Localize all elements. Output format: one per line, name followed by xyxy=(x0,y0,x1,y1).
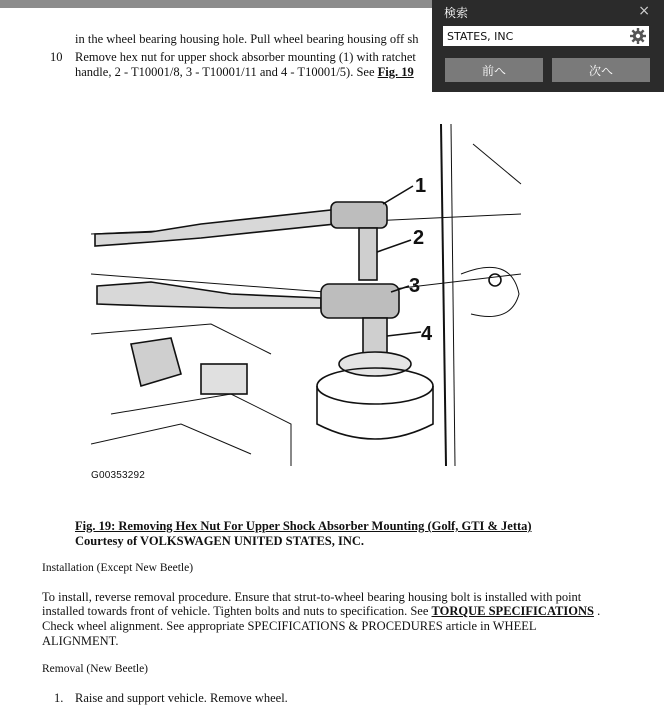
callout-3: 3 xyxy=(409,275,421,297)
callout-1: 1 xyxy=(415,175,427,197)
figure-caption-title: Fig. 19: Removing Hex Nut For Upper Shock Absorber Mounting (Golf, GTI & Jetta) xyxy=(75,519,532,533)
shock-absorber-figure xyxy=(91,124,523,466)
gear-icon[interactable] xyxy=(629,27,647,45)
step10-line2-text: handle, 2 - T10001/8, 3 - T10001/11 and 4 - T10001/5). See xyxy=(75,65,378,79)
find-previous-button[interactable]: 前へ xyxy=(445,58,543,82)
torque-specifications-link[interactable]: TORQUE SPECIFICATIONS xyxy=(431,604,594,618)
step9-continuation: in the wheel bearing housing hole. Pull wheel bearing housing off sh xyxy=(75,32,419,46)
close-icon[interactable]: × xyxy=(638,3,650,19)
callout-4: 4 xyxy=(421,323,433,345)
install-line3: Check wheel alignment. See appropriate SPECIFICATIONS & PROCEDURES article in WHEEL xyxy=(42,619,537,633)
install-line4: ALIGNMENT. xyxy=(42,634,119,648)
find-panel-title: 検索 xyxy=(444,6,469,20)
install-line2-text: installed towards front of vehicle. Tighten bolts and nuts to specification. See xyxy=(42,604,432,618)
figure-id: G00353292 xyxy=(91,470,146,481)
figure-drawing xyxy=(91,124,521,466)
find-next-button[interactable]: 次へ xyxy=(552,58,650,82)
removal-step1-number: 1. xyxy=(54,691,64,705)
callout-2: 2 xyxy=(413,227,425,249)
install-line2-end: . xyxy=(593,604,601,618)
removal-step1: Raise and support vehicle. Remove wheel. xyxy=(75,691,288,705)
install-line2 xyxy=(42,604,600,619)
installation-heading: Installation (Except New Beetle) xyxy=(42,562,194,574)
step10-number: 10 xyxy=(50,50,63,64)
find-panel xyxy=(432,0,664,92)
install-line1: To install, reverse removal procedure. Ensure that strut-to-wheel bearing housing bolt is installed with point xyxy=(42,590,582,604)
fig19-link[interactable]: Fig. 19 xyxy=(377,65,414,79)
figure-caption-credit: Courtesy of VOLKSWAGEN UNITED STATES, INC. xyxy=(75,534,365,548)
step10-line1: Remove hex nut for upper shock absorber mounting (1) with ratchet xyxy=(75,50,416,64)
removal-heading: Removal (New Beetle) xyxy=(42,663,149,675)
find-search-input[interactable] xyxy=(443,26,649,46)
step10-line2 xyxy=(75,65,414,80)
